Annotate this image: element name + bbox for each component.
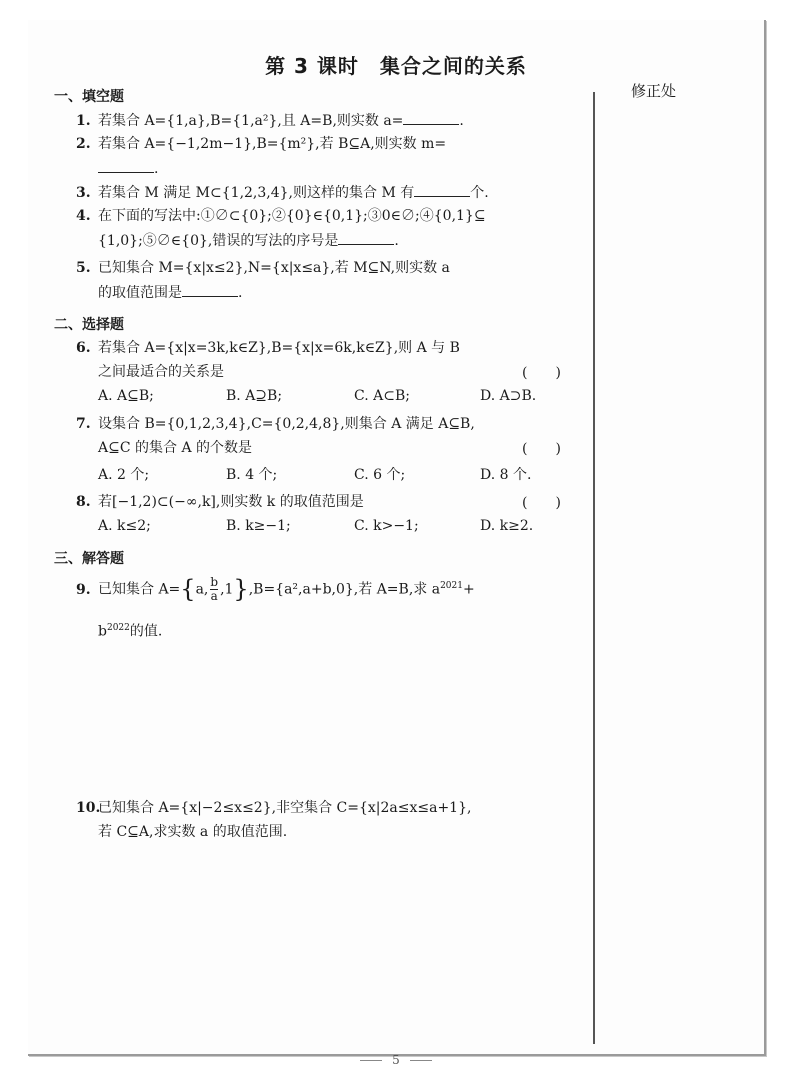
- option-d[interactable]: D. k≥2.: [480, 518, 534, 534]
- option-d[interactable]: D. 8 个.: [480, 467, 532, 483]
- option-c[interactable]: C. 6 个;: [354, 467, 406, 483]
- answer-blank[interactable]: [338, 230, 394, 245]
- page-title: 第 3 课时 集合之间的关系: [265, 54, 527, 78]
- section-fill-in-blank: 一、填空题: [54, 89, 124, 105]
- correction-area-label: 修正处: [631, 82, 677, 100]
- option-d[interactable]: D. A⊃B.: [480, 388, 537, 404]
- answer-blank[interactable]: [182, 282, 238, 297]
- question-9-line-2: $b^{2022}$的值.: [98, 623, 163, 640]
- question-9: 9. 已知集合 A={a, $\frac{b}{a}$ ,1},B={a²,a+b,0},若 A=B,求 $a^{2021}+$: [76, 575, 475, 604]
- option-a[interactable]: A. 2 个;: [98, 467, 150, 483]
- page-number: 5: [28, 1053, 764, 1067]
- question-3: 3. 若集合 M 满足 M⊂{1,2,3,4},则这样的集合 M 有 个.: [76, 182, 576, 204]
- option-c[interactable]: C. k>−1;: [354, 518, 419, 534]
- answer-paren[interactable]: ( ): [522, 441, 561, 457]
- option-b[interactable]: B. A⊇B;: [226, 388, 283, 404]
- right-brace: }: [233, 575, 249, 604]
- option-b[interactable]: B. k≥−1;: [226, 518, 291, 534]
- answer-paren[interactable]: ( ): [522, 495, 561, 511]
- question-4-line-2: {1,0};⑤∅∈{0},错误的写法的序号是 .: [98, 230, 399, 252]
- answer-blank[interactable]: [414, 182, 470, 197]
- question-10: 10.已知集合 A={x|−2≤x≤2},非空集合 C={x|2a≤x≤a+1},: [76, 800, 472, 816]
- question-2-answer-line: .: [98, 158, 158, 180]
- answer-blank[interactable]: [403, 110, 459, 125]
- option-a[interactable]: A. k≤2;: [98, 518, 151, 534]
- answer-blank[interactable]: [98, 158, 154, 173]
- question-7-line-2: A⊆C 的集合 A 的个数是: [98, 440, 253, 456]
- question-5-line-2: 的取值范围是 .: [98, 282, 242, 304]
- fraction: $\frac{b}{a}$: [210, 575, 219, 604]
- section-multiple-choice: 二、选择题: [54, 317, 124, 333]
- question-6-line-2: 之间最适合的关系是: [98, 364, 224, 380]
- option-a[interactable]: A. A⊆B;: [98, 388, 154, 404]
- question-6: 6. 若集合 A={x|x=3k,k∈Z},B={x|x=6k,k∈Z},则 A 与 B: [76, 340, 460, 356]
- question-8: 8. 若[−1,2)⊂(−∞,k],则实数 k 的取值范围是: [76, 494, 364, 510]
- answer-space[interactable]: [98, 854, 578, 1034]
- section-problem-solving: 三、解答题: [54, 551, 124, 567]
- left-brace: {: [180, 575, 196, 604]
- question-7: 7. 设集合 B={0,1,2,3,4},C={0,2,4,8},则集合 A 满足 A⊆B,: [76, 416, 475, 432]
- option-c[interactable]: C. A⊂B;: [354, 388, 410, 404]
- answer-paren[interactable]: ( ): [522, 365, 561, 381]
- answer-space[interactable]: [98, 650, 578, 790]
- worksheet-page: [28, 20, 766, 1067]
- question-5: 5. 已知集合 M={x|x≤2},N={x|x≤a},若 M⊆N,则实数 a: [76, 260, 450, 276]
- question-1: 1. 若集合 A={1,a},B={1,a²},且 A=B,则实数 a= .: [76, 110, 576, 132]
- question-2: 2. 若集合 A={−1,2m−1},B={m²},若 B⊆A,则实数 m=: [76, 136, 447, 152]
- question-10-line-2: 若 C⊆A,求实数 a 的取值范围.: [98, 824, 288, 840]
- option-b[interactable]: B. 4 个;: [226, 467, 278, 483]
- question-4: 4. 在下面的写法中:①∅⊂{0};②{0}∈{0,1};③0∈∅;④{0,1}⊆: [76, 208, 486, 224]
- margin-divider: [593, 92, 595, 1044]
